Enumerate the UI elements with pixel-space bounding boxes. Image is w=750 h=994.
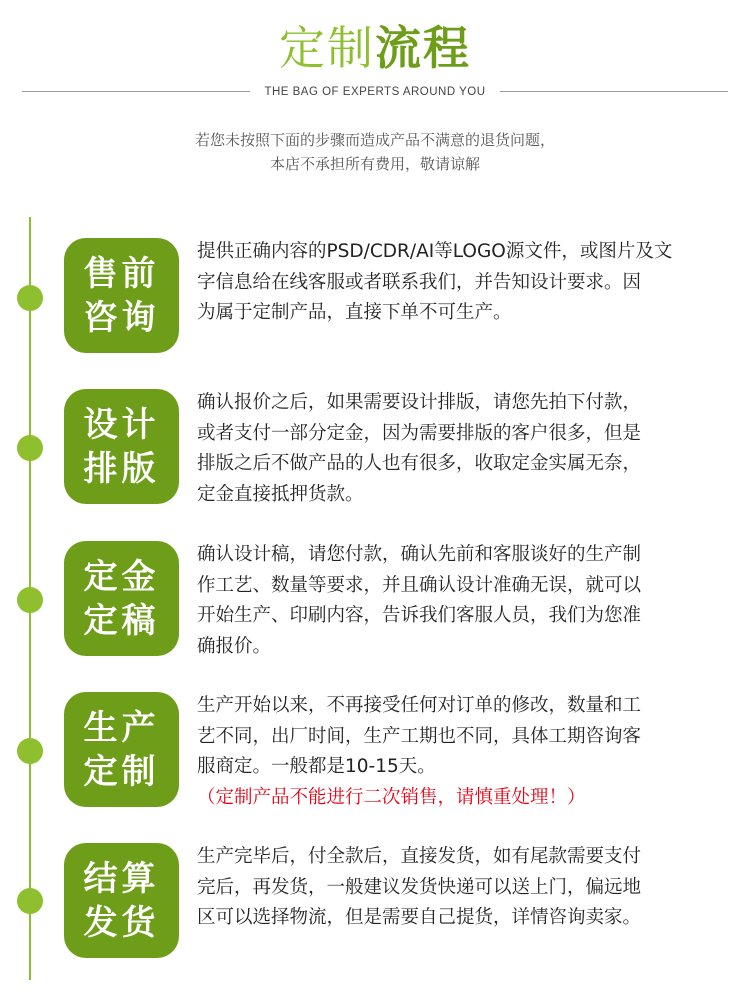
step-badge-line-2: 排版 bbox=[83, 448, 160, 489]
step-description bbox=[197, 540, 729, 662]
step-description bbox=[197, 388, 729, 510]
step-description-line: 定金直接抵押货款。 bbox=[197, 483, 364, 505]
subtitle: THE BAG OF EXPERTS AROUND YOU bbox=[264, 86, 486, 98]
notice-line-2: 本店不承担所有费用，敬请谅解 bbox=[269, 155, 480, 173]
step-badge bbox=[64, 238, 179, 353]
step-badge-line-2: 咨询 bbox=[83, 297, 160, 338]
step-description-line: 字信息给在线客服或者联系我们，并告知设计要求。因 bbox=[197, 271, 642, 293]
step-description-line: 确认设计稿，请您付款，确认先前和客服谈好的生产制 bbox=[197, 544, 642, 565]
step-description-line: 或者支付一部分定金，因为需要排版的客户很多，但是 bbox=[197, 422, 642, 444]
step-description bbox=[197, 842, 729, 934]
step-badge bbox=[64, 389, 179, 504]
page-title bbox=[0, 18, 750, 78]
step-description-line: 排版之后不做产品的人也有很多，收取定金实属无奈， bbox=[197, 453, 642, 474]
step-description-line: 服商定。一般都是10-15天。 bbox=[197, 756, 436, 777]
step-badge bbox=[64, 541, 179, 656]
subtitle-row bbox=[0, 82, 750, 102]
step-description-line: 开始生产、印刷内容，告诉我们客服人员，我们为您准 bbox=[197, 605, 642, 626]
step-description-line: 生产开始以来，不再接受任何对订单的修改，数量和工 bbox=[197, 695, 642, 716]
step-description bbox=[197, 237, 729, 329]
step-badge-line-1: 定金 bbox=[83, 556, 160, 597]
subtitle-divider-right bbox=[500, 91, 728, 92]
step-description-line: 确报价。 bbox=[197, 635, 272, 657]
step-badge-line-2: 定稿 bbox=[83, 600, 160, 641]
step-badge bbox=[64, 692, 179, 807]
step-badge-line-2: 定制 bbox=[83, 751, 160, 792]
page-title-light: 定制 bbox=[279, 21, 375, 75]
step-badge bbox=[64, 843, 179, 958]
step-description-line: 为属于定制产品，直接下单不可生产。 bbox=[197, 302, 512, 323]
step-description-line: 提供正确内容的PSD/CDR/AI等LOGO源文件，或图片及文 bbox=[197, 241, 673, 262]
step-description-line: 确认报价之后，如果需要设计排版，请您先拍下付款， bbox=[197, 392, 642, 413]
timeline-dot-2 bbox=[17, 435, 43, 461]
step-badge-line-2: 发货 bbox=[83, 902, 160, 943]
subtitle-divider-left bbox=[22, 91, 250, 92]
timeline-dot-5 bbox=[17, 888, 43, 914]
step-description-line: 艺不同，出厂时间，生产工期也不同，具体工期咨询客 bbox=[197, 725, 642, 747]
notice-line-1: 若您未按照下面的步骤而造成产品不满意的退货问题， bbox=[194, 131, 555, 149]
step-description-line: 完后，再发货，一般建议发货快递可以送上门，偏远地 bbox=[197, 876, 642, 898]
step-badge-line-1: 结算 bbox=[83, 858, 160, 899]
page-title-bold: 流程 bbox=[375, 21, 471, 75]
step-description-line: 区可以选择物流，但是需要自己提货，详情咨询卖家。 bbox=[197, 907, 642, 928]
step-description bbox=[197, 691, 729, 813]
step-description-line: 作工艺、数量等要求，并且确认设计准确无误，就可以 bbox=[197, 574, 642, 596]
notice bbox=[0, 128, 750, 176]
step-description-line: 生产完毕后，付全款后，直接发货，如有尾款需要支付 bbox=[197, 846, 642, 867]
step-badge-line-1: 售前 bbox=[83, 253, 160, 294]
timeline-dot-1 bbox=[17, 285, 43, 311]
timeline-dot-4 bbox=[17, 738, 43, 764]
step-badge-line-1: 设计 bbox=[83, 404, 160, 445]
step-warning: （定制产品不能进行二次销售，请慎重处理！） bbox=[197, 786, 586, 808]
timeline-dot-3 bbox=[17, 587, 43, 613]
step-badge-line-1: 生产 bbox=[83, 707, 160, 748]
